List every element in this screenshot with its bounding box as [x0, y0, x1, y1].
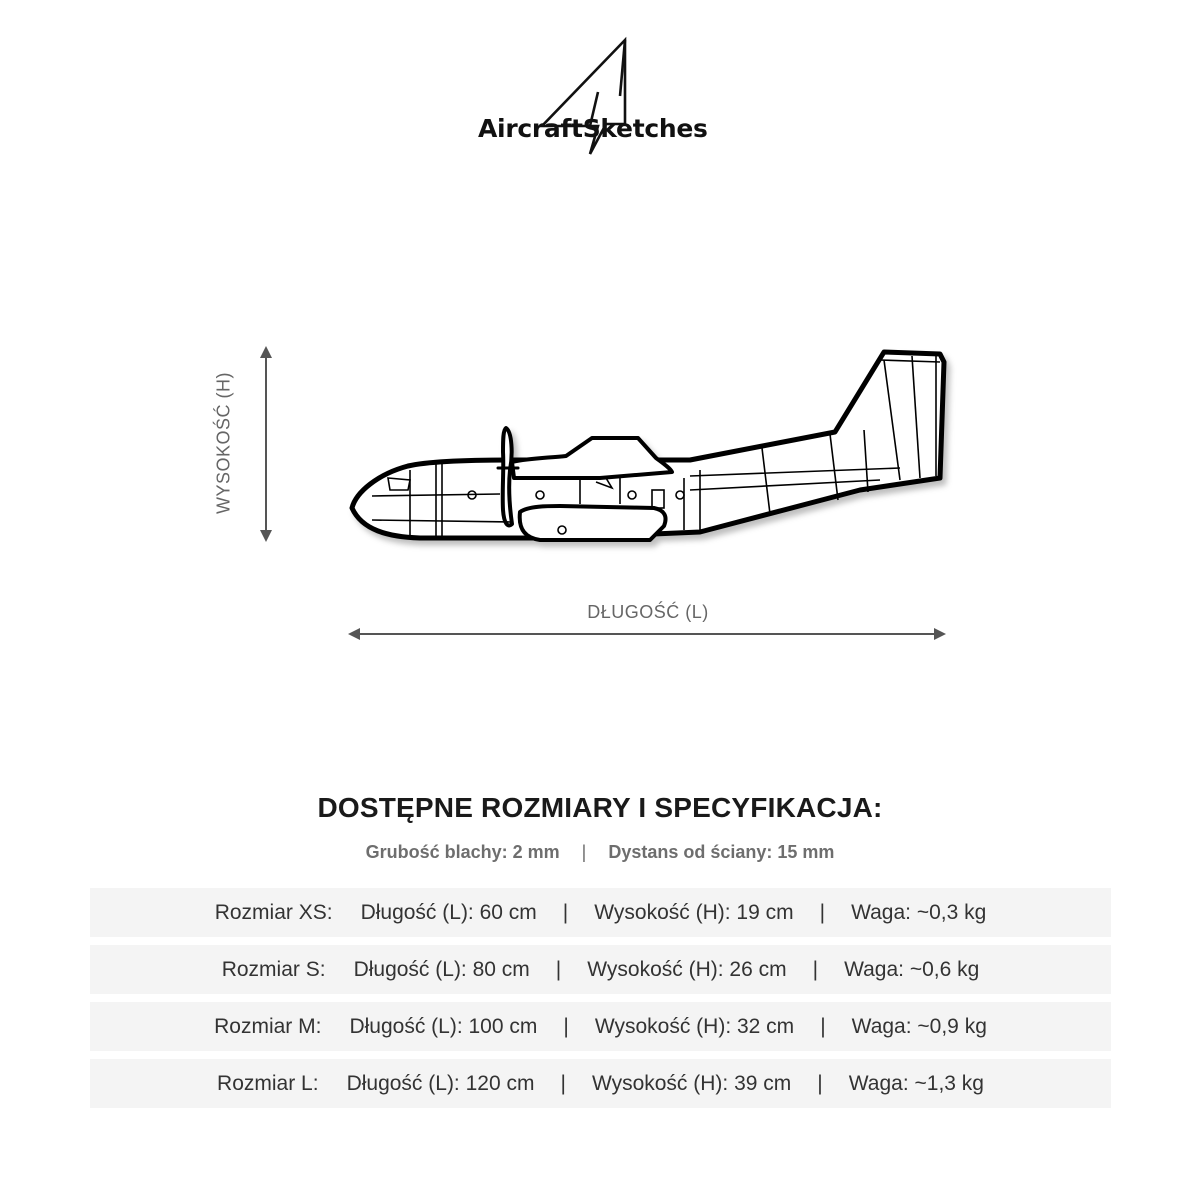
separator: |: [560, 1071, 566, 1095]
separator: |: [817, 1071, 823, 1095]
size-length: Długość (L): 60 cm: [360, 900, 537, 924]
size-row-xs: [90, 888, 1111, 937]
size-height: Wysokość (H): 39 cm: [591, 1071, 792, 1095]
brand-name: AircraftSketches: [478, 114, 708, 143]
size-weight: Waga: ~0,3 kg: [851, 900, 987, 924]
height-label: WYSOKOŚĆ (H): [213, 371, 234, 515]
size-name: Rozmiar L:: [217, 1071, 319, 1095]
length-arrow: [348, 628, 946, 640]
size-name: Rozmiar M:: [214, 1014, 322, 1038]
section-title: DOSTĘPNE ROZMIARY I SPECYFIKACJA:: [317, 792, 883, 823]
spec-separator: |: [581, 842, 587, 862]
separator: |: [820, 1014, 826, 1038]
aircraft-silhouette-icon: [352, 352, 944, 540]
size-row-s: [90, 945, 1111, 994]
separator: |: [555, 957, 562, 981]
size-name: Rozmiar S:: [221, 957, 326, 981]
size-row-l: [90, 1059, 1111, 1108]
size-weight: Waga: ~1,3 kg: [848, 1071, 984, 1095]
size-length: Długość (L): 80 cm: [353, 957, 530, 981]
length-label: DŁUGOŚĆ (L): [587, 602, 709, 622]
material-specs: [0, 842, 1200, 863]
size-weight: Waga: ~0,6 kg: [844, 957, 980, 981]
sizes-table: [90, 888, 1111, 1116]
size-name: Rozmiar XS:: [214, 900, 333, 924]
sheet-thickness: Grubość blachy: 2 mm: [365, 842, 560, 862]
size-weight: Waga: ~0,9 kg: [851, 1014, 987, 1038]
separator: |: [812, 957, 819, 981]
separator: |: [563, 1014, 569, 1038]
size-row-m: [90, 1002, 1111, 1051]
size-length: Długość (L): 100 cm: [349, 1014, 538, 1038]
size-height: Wysokość (H): 32 cm: [594, 1014, 795, 1038]
size-height: Wysokość (H): 26 cm: [587, 957, 787, 981]
size-length: Długość (L): 120 cm: [346, 1071, 535, 1095]
height-arrow: [260, 346, 272, 542]
separator: |: [819, 900, 826, 924]
wall-distance: Dystans od ściany: 15 mm: [608, 842, 835, 862]
size-height: Wysokość (H): 19 cm: [594, 900, 794, 924]
separator: |: [562, 900, 569, 924]
